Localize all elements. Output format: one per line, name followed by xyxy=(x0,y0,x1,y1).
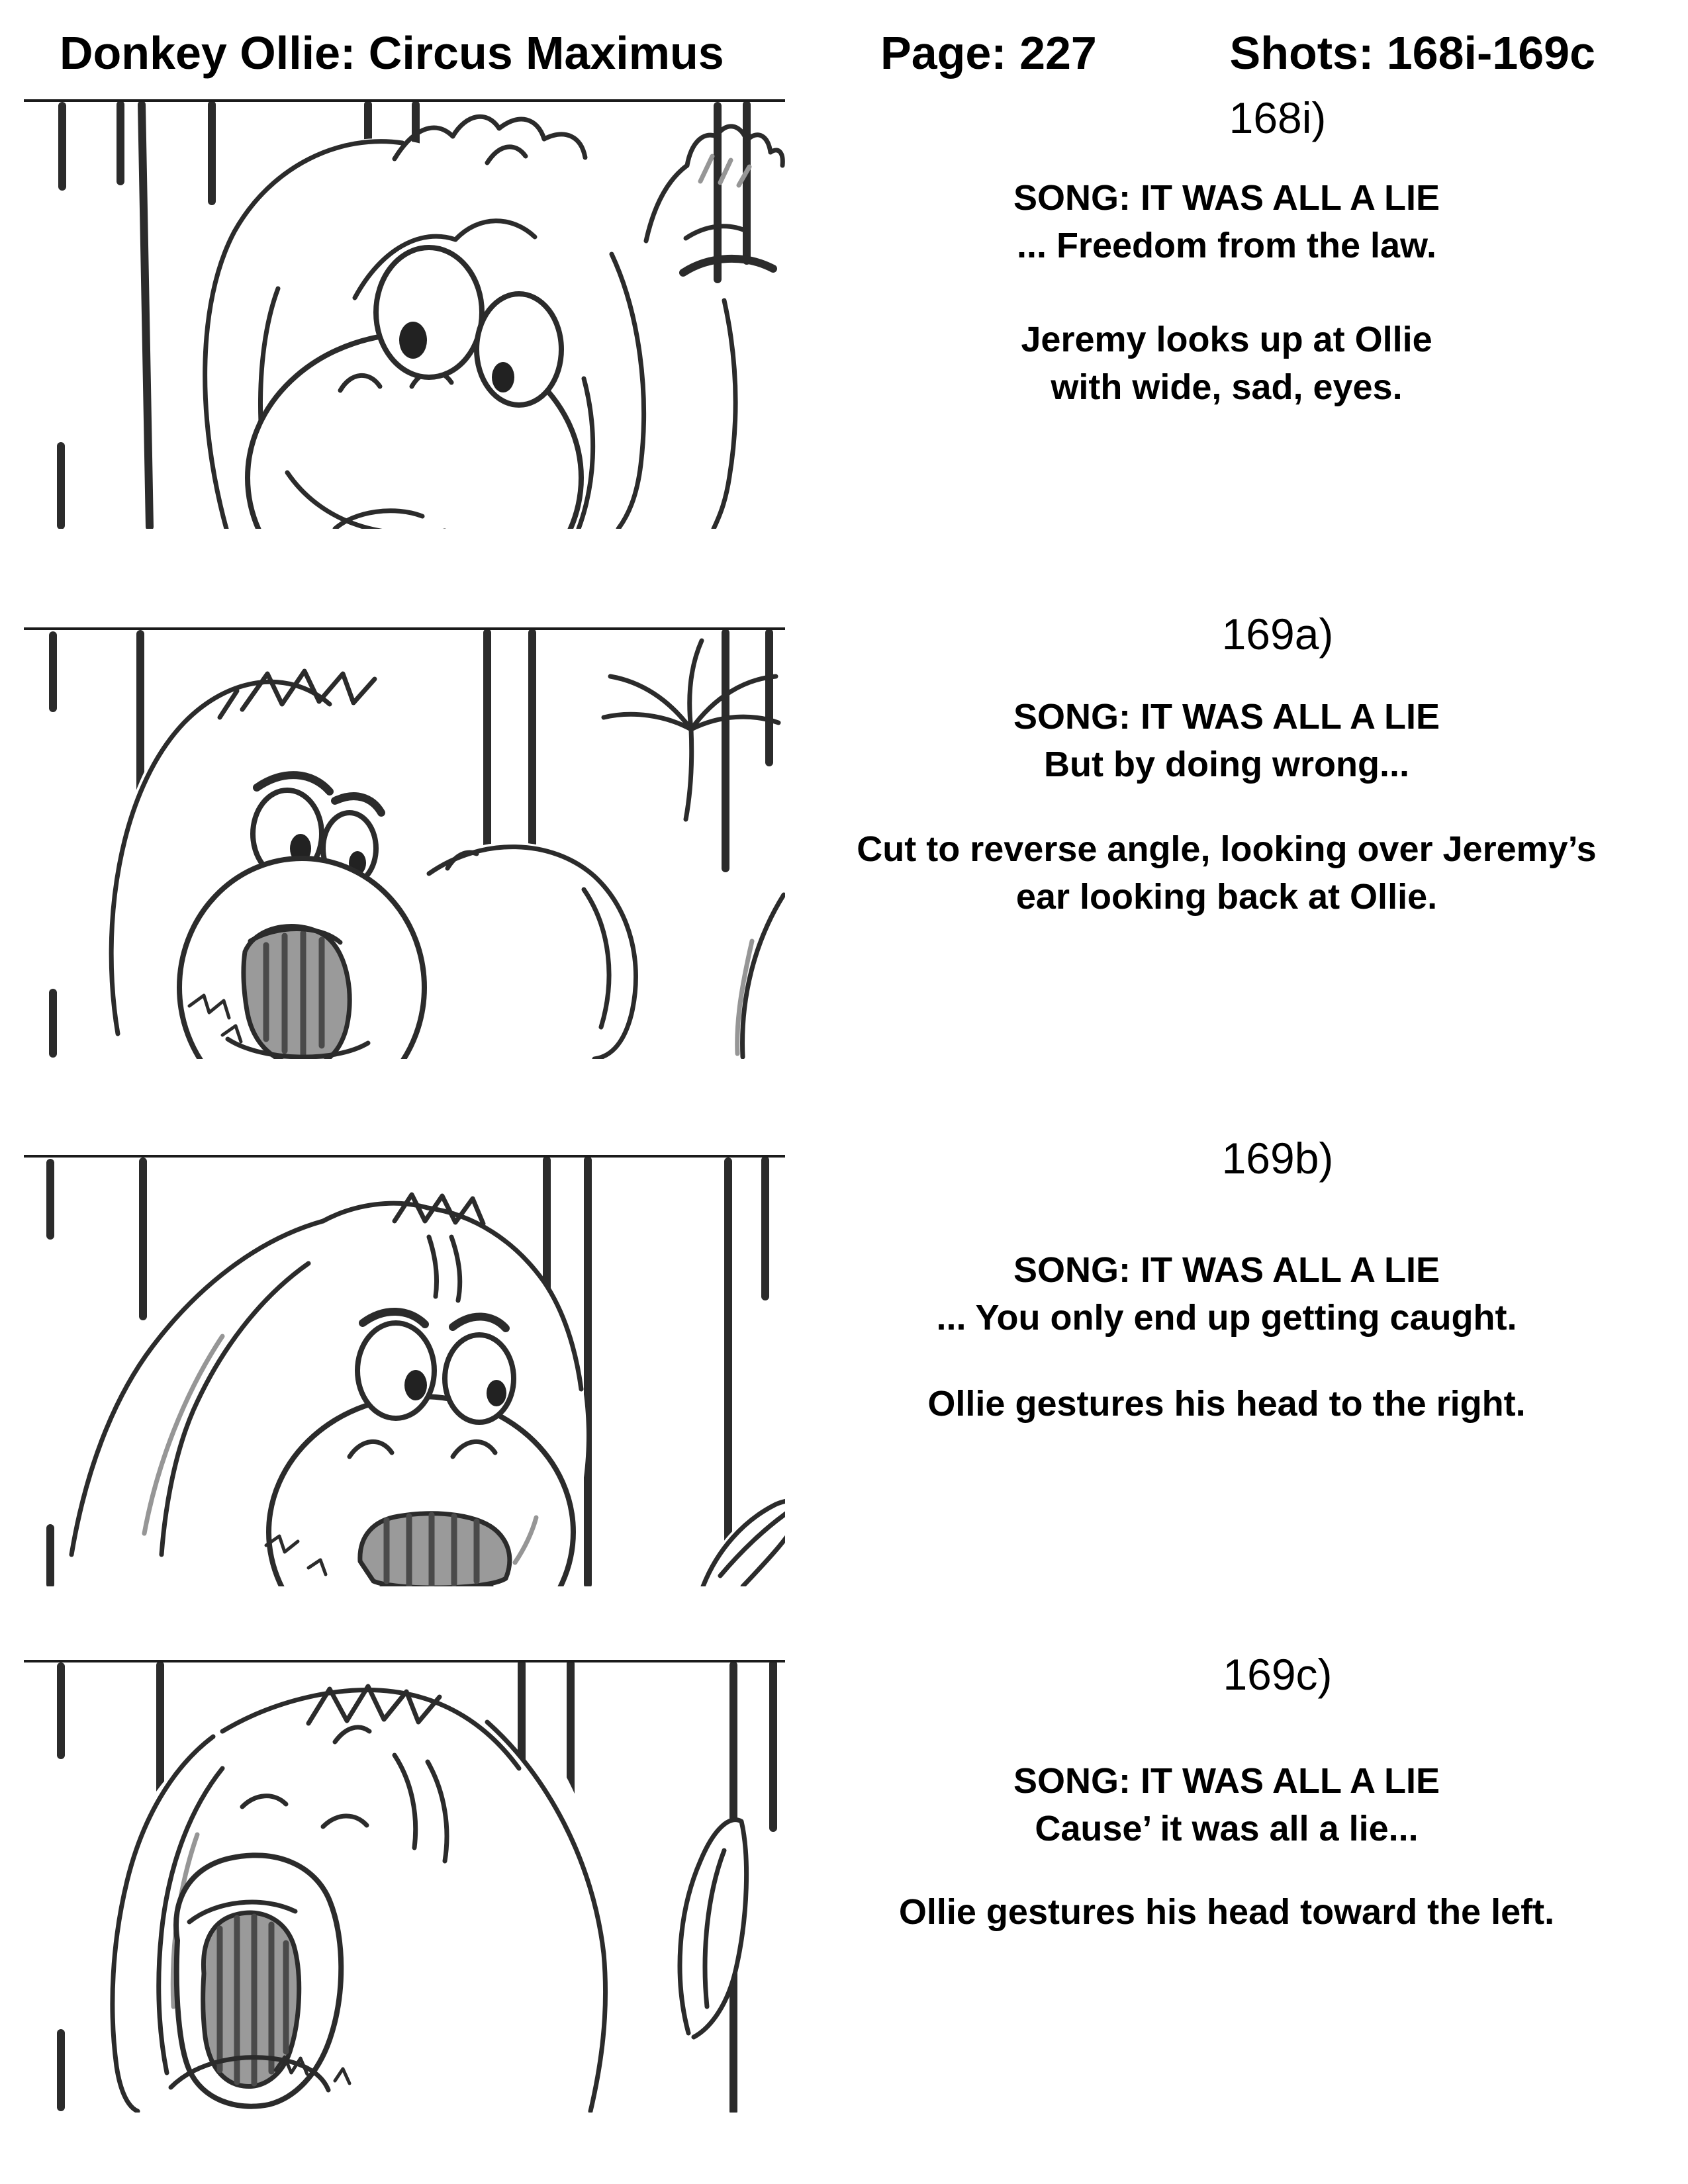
shot-169c-song-line-1: SONG: IT WAS ALL A LIE xyxy=(1013,1761,1440,1801)
leaf xyxy=(699,1499,785,1586)
page-title: Donkey Ollie: Circus Maximus xyxy=(60,27,724,79)
storyboard-panel-168i xyxy=(24,99,785,529)
shot-169b-action-line-1: Ollie gestures his head to the right. xyxy=(927,1384,1526,1424)
sketch-169a-ollie-shouting-over-jeremys-ear xyxy=(24,630,785,1059)
storyboard-panel-169a xyxy=(24,627,785,1059)
palm-frond xyxy=(604,641,778,819)
shot-168i-song-line-1: SONG: IT WAS ALL A LIE xyxy=(1013,178,1440,218)
shot-169a-action-line-1: Cut to reverse angle, looking over Jeremy’s xyxy=(857,829,1597,869)
page-number-label: Page: 227 xyxy=(880,27,1097,79)
shots-range-label: Shots: 168i-169c xyxy=(1229,27,1595,79)
shot-header-169a: 169a) xyxy=(1221,610,1334,659)
shot-169a-action-line-2: ear looking back at Ollie. xyxy=(1015,877,1438,917)
shot-169b-song-line-2: ... You only end up getting caught. xyxy=(936,1298,1517,1338)
shot-header-168i: 168i) xyxy=(1229,93,1327,142)
shot-168i-action-line-1: Jeremy looks up at Ollie xyxy=(1021,320,1432,359)
shot-header-169c: 169c) xyxy=(1223,1650,1333,1699)
sketch-168i-jeremy-sad-eyes-behind-bars xyxy=(24,102,785,529)
shot-header-169b: 169b) xyxy=(1221,1134,1334,1183)
page-info xyxy=(880,26,1595,79)
shot-168i-action-line-2: with wide, sad, eyes. xyxy=(1051,367,1403,407)
shot-169c-song-line-2: Cause’ it was all a lie... xyxy=(1035,1809,1419,1848)
shot-169a-song-line-2: But by doing wrong... xyxy=(1044,745,1409,784)
shot-168i-song-line-2: ... Freedom from the law. xyxy=(1016,226,1437,265)
shot-169a-song-line-1: SONG: IT WAS ALL A LIE xyxy=(1013,697,1440,737)
storyboard-panel-169b xyxy=(24,1155,785,1586)
sketch-169b-ollie-worried-facing-forward xyxy=(24,1158,785,1586)
shot-169c-action-line-1: Ollie gestures his head toward the left. xyxy=(898,1892,1555,1932)
storyboard-panel-169c xyxy=(24,1660,785,2113)
shot-169b-song-line-1: SONG: IT WAS ALL A LIE xyxy=(1013,1250,1440,1290)
sketch-169c-ollie-head-turned-left-singing xyxy=(24,1662,785,2113)
